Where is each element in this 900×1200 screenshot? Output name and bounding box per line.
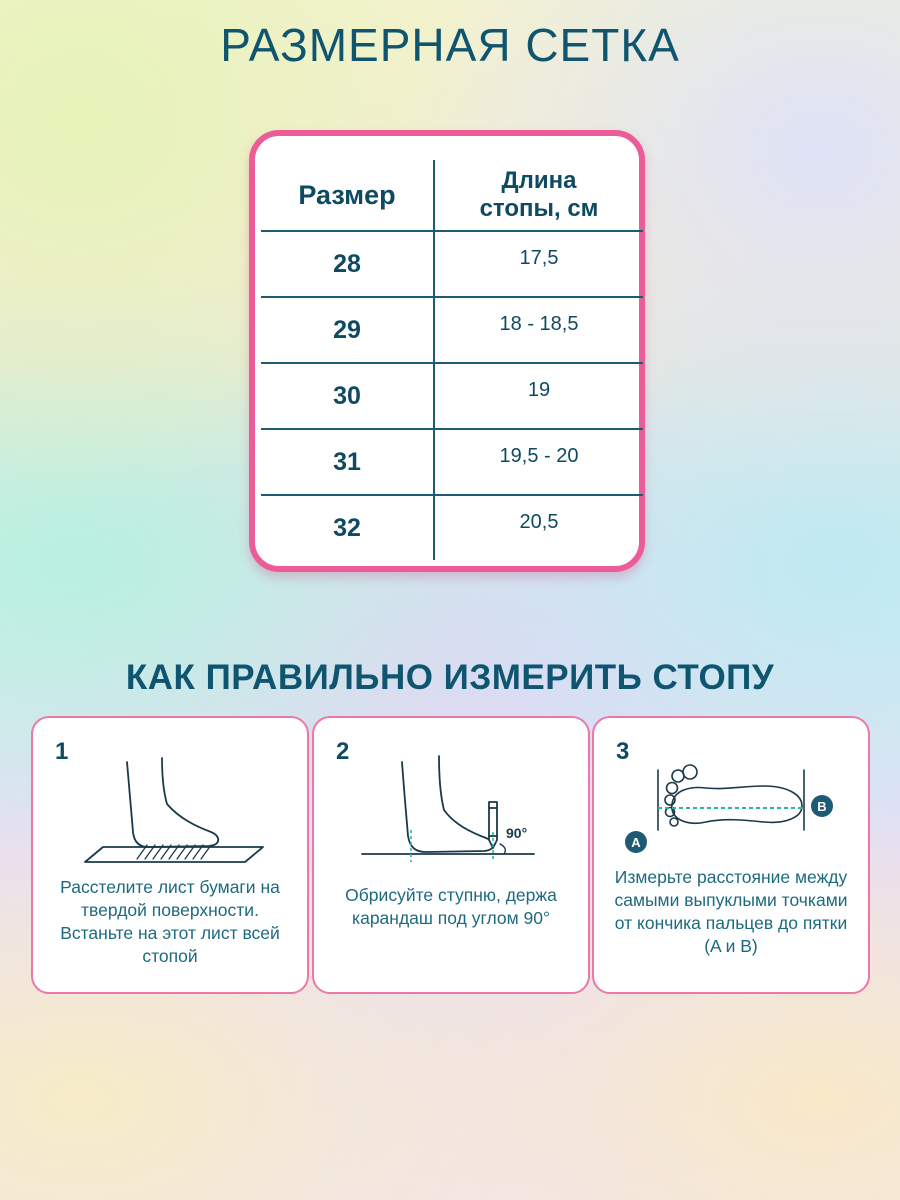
- length-cell: 19: [434, 357, 643, 423]
- step-description: Измерьте расстояние между самыми выпуклыми точками от кончика пальцев до пятки (A и B): [614, 867, 848, 956]
- size-cell: 28: [261, 231, 434, 297]
- foot-tracing-illustration: [314, 732, 588, 882]
- size-cell: 32: [261, 495, 434, 560]
- step-card-3: [592, 716, 870, 994]
- step-card-1: [31, 716, 309, 994]
- step-number: 1: [55, 738, 69, 765]
- step-number: 3: [616, 738, 630, 765]
- header-size: Размер: [261, 160, 434, 231]
- step-number: 2: [336, 738, 350, 765]
- header-foot-length-text: Длина стопы, см: [479, 167, 599, 222]
- table-row: [261, 297, 643, 363]
- step-description: Расстелите лист бумаги на твердой поверхности. Встаньте на этот лист всей стопой: [60, 877, 280, 966]
- table-row: [261, 429, 643, 495]
- header-foot-length: [434, 160, 643, 231]
- size-table-header: [261, 160, 643, 231]
- angle-label: 90°: [506, 825, 528, 841]
- length-cell: 19,5 - 20: [434, 423, 643, 489]
- size-cell: 30: [261, 363, 434, 429]
- point-a-label: A: [631, 835, 641, 850]
- foot-measure-illustration: [594, 732, 868, 882]
- step-description: Обрисуйте ступню, держа карандаш под углом 90°: [345, 885, 557, 928]
- length-cell: 17,5: [434, 225, 643, 291]
- foot-on-paper-illustration: [33, 732, 307, 882]
- table-row: [261, 231, 643, 297]
- step-card-2: [312, 716, 590, 994]
- table-row: [261, 363, 643, 429]
- size-cell: 29: [261, 297, 434, 363]
- page-title: РАЗМЕРНАЯ СЕТКА: [220, 19, 680, 71]
- length-cell: 18 - 18,5: [434, 291, 643, 357]
- measure-section-title: КАК ПРАВИЛЬНО ИЗМЕРИТЬ СТОПУ: [125, 658, 775, 697]
- table-row: [261, 495, 643, 560]
- size-chart-card: [249, 130, 645, 572]
- size-table: [261, 160, 643, 560]
- length-cell: 20,5: [434, 489, 643, 554]
- size-cell: 31: [261, 429, 434, 495]
- point-b-label: B: [817, 799, 827, 814]
